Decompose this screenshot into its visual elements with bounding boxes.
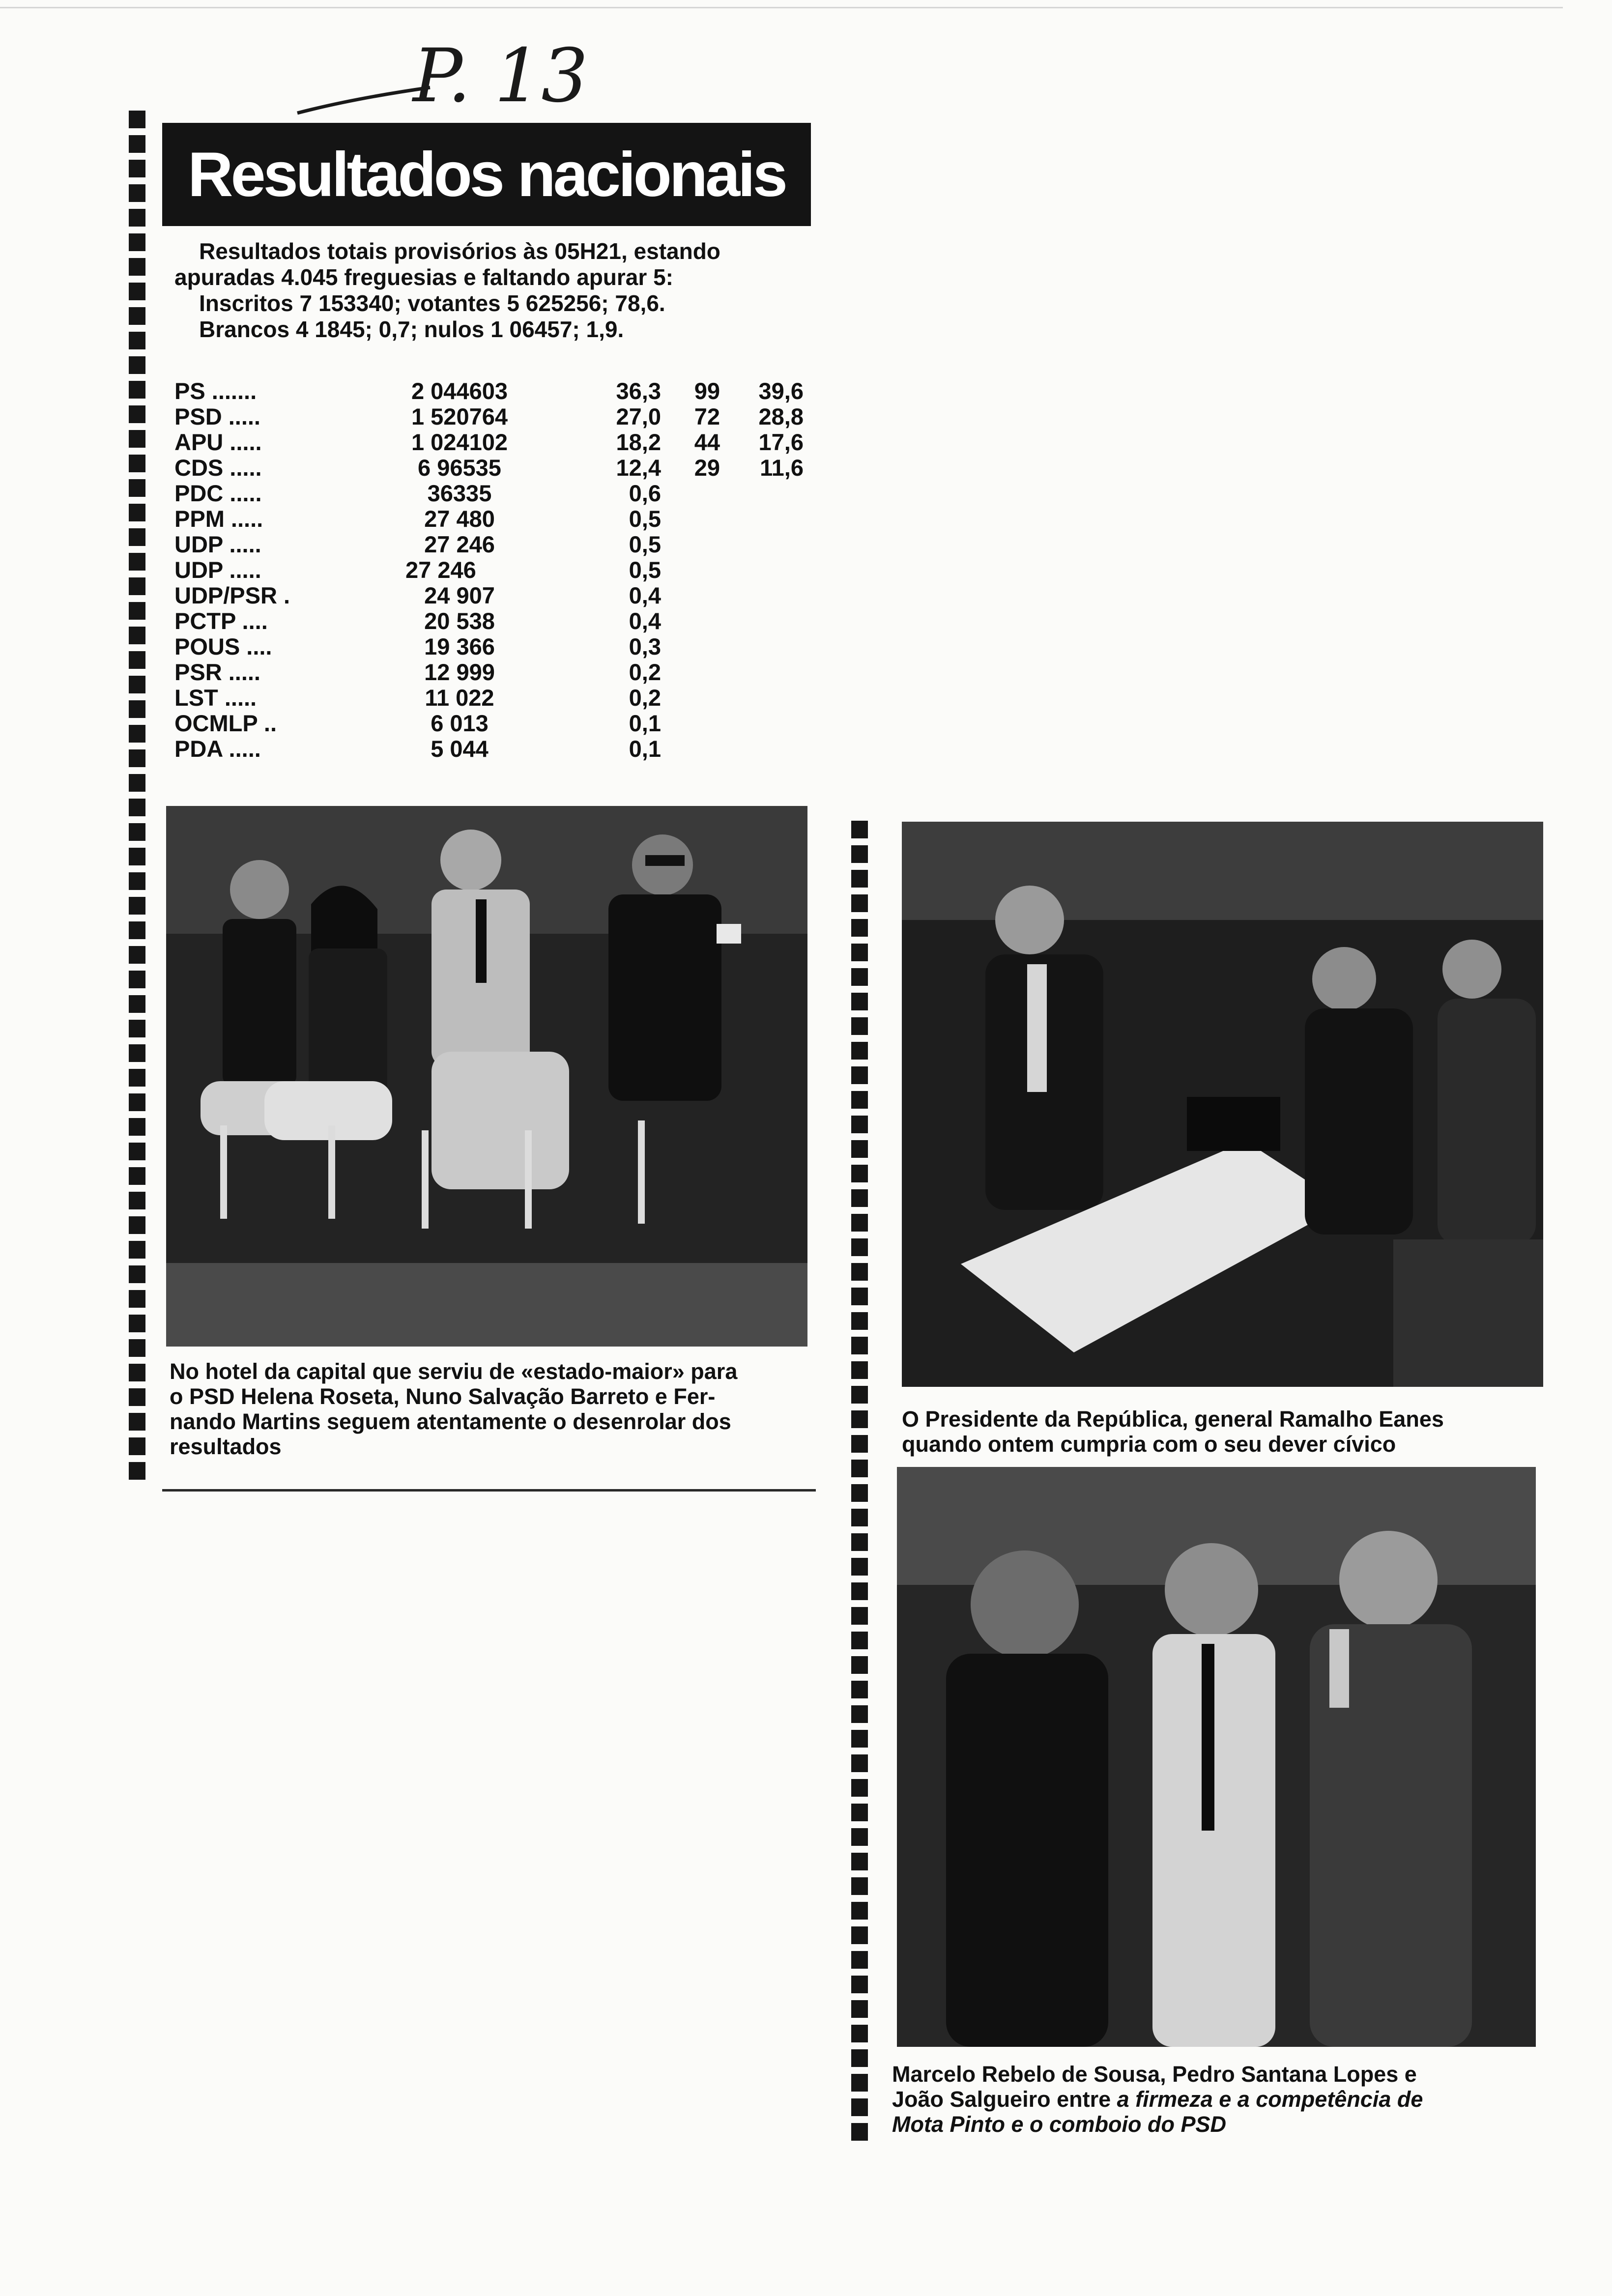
vote-percent: 0,6	[629, 480, 661, 506]
table-row	[174, 711, 808, 736]
party-name: UDP .....	[174, 531, 261, 557]
vote-percent: 0,1	[629, 736, 661, 762]
caption-line: o PSD Helena Roseta, Nuno Salvação Barreto e Fer-	[170, 1384, 716, 1409]
seat-count: 99	[694, 378, 720, 404]
previous-percent: 17,6	[758, 429, 804, 455]
seat-count: 72	[694, 403, 720, 430]
party-name: OCMLP ..	[174, 710, 277, 736]
vote-percent: 0,5	[629, 506, 661, 532]
intro-line: Inscritos 7 153340; votantes 5 625256; 78,6.	[199, 290, 665, 316]
vote-count: 6 013	[431, 710, 489, 736]
vote-count: 11 022	[425, 685, 494, 711]
clip-edge-strip-right	[851, 821, 868, 2148]
vote-count: 1 520764	[411, 403, 508, 430]
intro-line: Resultados totais provisórios às 05H21, estando	[199, 238, 720, 264]
vote-count: 24 907	[424, 582, 495, 608]
vote-count: 1 024102	[411, 429, 508, 455]
divider-rule	[162, 1489, 816, 1492]
caption-politicians-photo	[892, 2062, 1531, 2137]
vote-count: 27 480	[424, 506, 495, 532]
vote-count: 6 96535	[418, 455, 501, 481]
previous-percent: 28,8	[758, 403, 804, 430]
caption-line: resultados	[170, 1434, 282, 1459]
caption-line: O Presidente da República, general Ramalho Eanes	[902, 1406, 1444, 1432]
party-name: PDA .....	[174, 736, 261, 762]
caption-hotel-photo	[170, 1359, 808, 1459]
party-name: PDC .....	[174, 480, 262, 506]
previous-percent: 11,6	[760, 455, 804, 481]
table-row	[174, 634, 808, 660]
vote-percent: 0,2	[629, 659, 661, 685]
vote-count: 2 044603	[411, 378, 508, 404]
vote-percent: 0,3	[629, 633, 661, 660]
party-name: PSR .....	[174, 659, 260, 685]
headline-banner	[162, 123, 811, 226]
vote-count: 27 246	[405, 557, 476, 583]
scan-edge-line	[0, 7, 1563, 8]
vote-count: 12 999	[424, 659, 495, 685]
vote-count: 19 366	[424, 633, 495, 660]
caption-line	[892, 2112, 1531, 2137]
vote-percent: 0,2	[629, 685, 661, 711]
clip-edge-strip-left	[129, 111, 145, 1484]
table-row	[174, 506, 808, 532]
party-name: CDS .....	[174, 455, 262, 481]
intro-line: apuradas 4.045 freguesias e faltando apurar 5:	[174, 264, 673, 290]
photo-president-voting	[902, 822, 1543, 1387]
caption-line: No hotel da capital que serviu de «estado-maior» para	[170, 1359, 738, 1384]
handwritten-page-note: P. 13	[413, 33, 588, 119]
table-row	[174, 481, 808, 506]
vote-percent: 36,3	[616, 378, 661, 404]
caption-line: nando Martins seguem atentamente o desenrolar dos	[170, 1409, 731, 1434]
table-row	[174, 736, 808, 762]
photo-hotel-headquarters	[166, 806, 807, 1347]
party-name: APU .....	[174, 429, 262, 455]
party-name: PS .......	[174, 378, 257, 404]
caption-president-photo	[902, 1406, 1541, 1457]
table-row	[174, 660, 808, 685]
vote-percent: 0,4	[629, 608, 661, 634]
caption-line	[892, 2087, 1531, 2112]
table-row	[174, 583, 808, 608]
vote-percent: 18,2	[616, 429, 661, 455]
table-row	[174, 532, 808, 557]
vote-count: 27 246	[424, 531, 495, 557]
photo-three-politicians	[897, 1467, 1536, 2047]
seat-count: 29	[694, 455, 720, 481]
table-row	[174, 404, 808, 430]
vote-percent: 0,4	[629, 582, 661, 608]
intro-line: Brancos 4 1845; 0,7; nulos 1 06457; 1,9.	[199, 316, 624, 342]
vote-percent: 0,5	[629, 557, 661, 583]
vote-percent: 27,0	[616, 403, 661, 430]
caption-line: Marcelo Rebelo de Sousa, Pedro Santana Lopes e	[892, 2062, 1417, 2087]
vote-percent: 0,5	[629, 531, 661, 557]
party-name: PPM .....	[174, 506, 263, 532]
table-row	[174, 608, 808, 634]
headline-text: Resultados nacionais	[188, 139, 785, 210]
vote-count: 20 538	[424, 608, 495, 634]
previous-percent: 39,6	[758, 378, 804, 404]
intro-paragraph	[174, 238, 808, 343]
party-name: PCTP ....	[174, 608, 268, 634]
party-name: UDP .....	[174, 557, 261, 583]
table-row	[174, 685, 808, 711]
table-row	[174, 557, 808, 583]
vote-percent: 0,1	[629, 710, 661, 736]
handwritten-stroke	[295, 84, 432, 118]
seat-count: 44	[694, 429, 720, 455]
results-table	[174, 378, 808, 762]
caption-text-italic: a firmeza e a competência de	[1117, 2087, 1423, 2112]
caption-text-italic: Mota Pinto e o comboio do PSD	[892, 2112, 1226, 2137]
party-name: PSD .....	[174, 403, 260, 430]
party-name: UDP/PSR .	[174, 582, 290, 608]
caption-text: João Salgueiro entre	[892, 2087, 1117, 2112]
caption-line: quando ontem cumpria com o seu dever cívico	[902, 1432, 1396, 1457]
party-name: LST .....	[174, 685, 257, 711]
vote-percent: 12,4	[616, 455, 661, 481]
vote-count: 5 044	[431, 736, 489, 762]
table-row	[174, 378, 808, 404]
table-row	[174, 430, 808, 455]
party-name: POUS ....	[174, 633, 272, 660]
table-row	[174, 455, 808, 481]
vote-count: 36335	[427, 480, 492, 506]
